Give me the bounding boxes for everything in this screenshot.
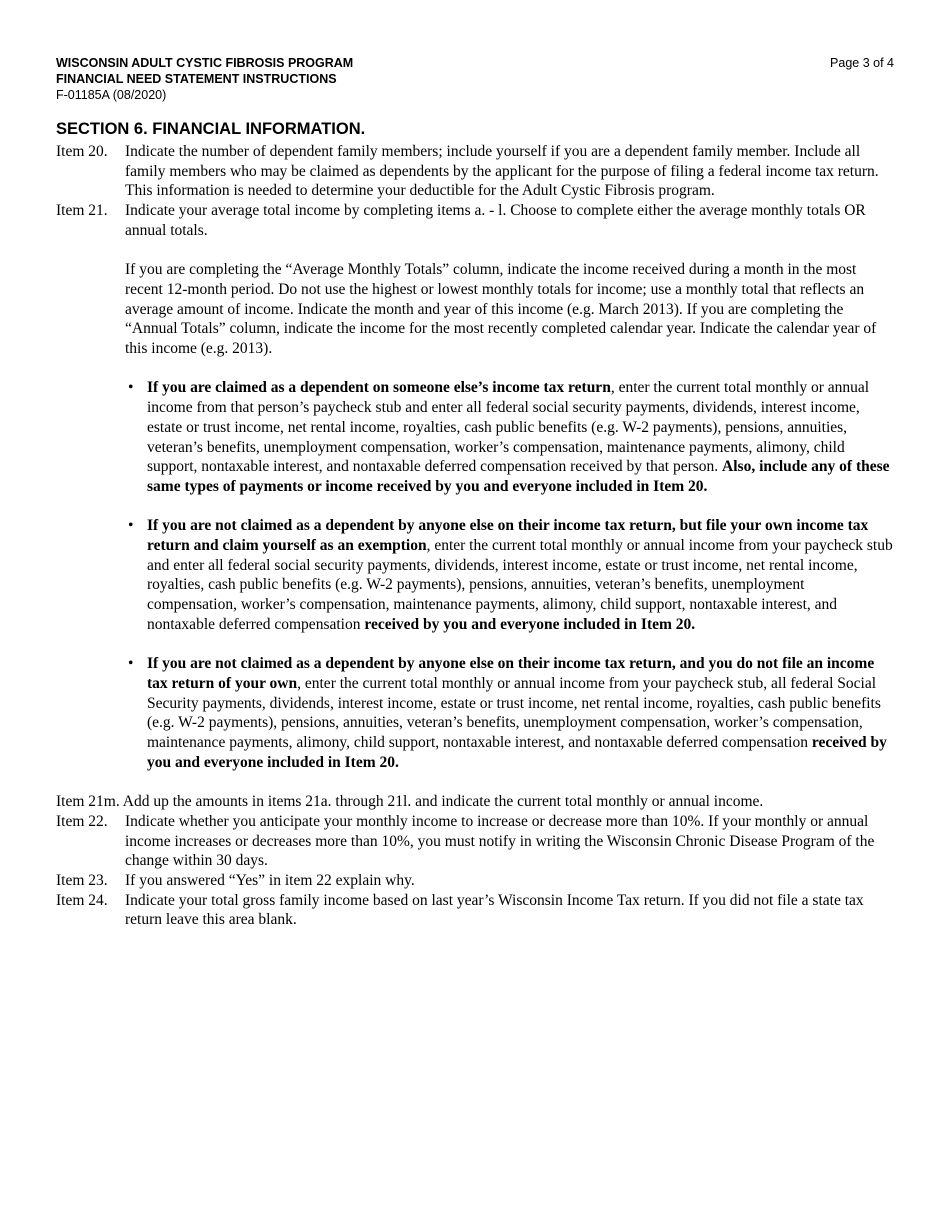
bullet-text: , enter the current total monthly or annual income from your paycheck stub and enter all federal social security payments, dividends, interest income, estate or trust income, net rental income, royalties, cash public benefits (e.g. W-2 payments), pensions, annuities, veteran’s benefits, unemployment compensation, worker’s compensation, maintenance payments, alimony, child support, nontaxable interest, and nontaxable deferred compensation (147, 537, 893, 633)
item-21m (56, 792, 896, 812)
item-20 (56, 142, 896, 201)
form-header (56, 55, 894, 103)
bullet-lead: If you are not claimed as a dependent by anyone else on their income tax return, and you do not file an income tax return of your own (147, 655, 875, 692)
page-number: Page 3 of 4 (830, 56, 894, 70)
bullet-tail: Also, include any of these same types of payments or income received by you and everyone included in Item 20. (147, 458, 890, 495)
item-label: Item 22. (56, 812, 108, 830)
item-text: Indicate the number of dependent family members; include yourself if you are a dependent family member. Include all family members who may be claimed as dependents by the applicant for the purpose of filing a federal income tax return. This information is needed to determine your deductible for the Adult Cystic Fibrosis program. (125, 143, 879, 200)
item-text: Indicate your average total income by completing items a. - l. Choose to complete either the average monthly totals OR annual totals. (125, 202, 866, 239)
bullet-lead: If you are claimed as a dependent on someone else’s income tax return (147, 379, 611, 397)
bullet-text: , enter the current total monthly or annual income from your paycheck stub, all federal Social Security payments, dividends, interest income, estate or trust income, net rental income, royalties, cash public benefits (e.g. W-2 payments), pensions, annuities, veteran’s benefits, unemployment compensation, worker’s compensation, maintenance payments, alimony, child support, nontaxable interest, and nontaxable deferred compensation (147, 674, 881, 752)
item-text: Indicate your total gross family income based on last year’s Wisconsin Income Tax return. If you did not file a state tax return leave this area blank. (125, 891, 864, 929)
item-24 (56, 891, 896, 930)
bullet-tail: received by you and everyone included in Item 20. (364, 615, 696, 633)
bullet-text: , enter the current total monthly or annual income from that person’s paycheck stub and enter all federal social security payments, dividends, interest income, estate or trust income, net rental income, royalties, cash public benefits (e.g. W-2 payments), pensions, annuities, veteran’s benefits, unemployment compensation, worker’s compensation, maintenance payments, alimony, child support, nontaxable interest, and nontaxable deferred compensation received by that person. (147, 379, 870, 476)
bullet-item (125, 378, 896, 496)
form-title: FINANCIAL NEED STATEMENT INSTRUCTIONS (56, 72, 337, 86)
bullet-icon: • (128, 379, 134, 397)
bullet-icon: • (128, 517, 134, 535)
item-label: Item 23. (56, 871, 108, 889)
item-23 (56, 871, 896, 891)
instructions-body (56, 142, 896, 930)
item-label: Item 24. (56, 891, 108, 909)
bullet-item (125, 654, 896, 772)
form-number: F-01185A (08/2020) (56, 88, 167, 102)
item-paragraph: If you are completing the “Average Monthly Totals” column, indicate the income received during a month in the most recent 12-month period. Do not use the highest or lowest monthly totals for income; use a monthly total that reflects an average amount of income. Indicate the month and year of this income (e.g. March 2013). If you are completing the “Annual Totals” column, indicate the income for the most recently completed calendar year. Indicate the calendar year of this income (e.g. 2013). (125, 261, 877, 358)
item-21 (56, 201, 896, 359)
bullet-icon: • (128, 655, 134, 673)
section-title: SECTION 6. FINANCIAL INFORMATION. (56, 120, 366, 138)
program-title: WISCONSIN ADULT CYSTIC FIBROSIS PROGRAM (56, 56, 354, 70)
item-label: Item 20. (56, 143, 108, 160)
item-text: Add up the amounts in items 21a. through 21l. and indicate the current total monthly or annual income. (122, 793, 764, 811)
item-text: Indicate whether you anticipate your monthly income to increase or decrease more than 10%. If your monthly or annual income increases or decreases more than 10%, you must notify in writing the Wisconsin Chronic Disease Program of the change within 30 days. (125, 812, 875, 870)
bullet-item (125, 516, 896, 634)
bullet-tail: received by you and everyone included in Item 20. (147, 734, 887, 771)
item-label: Item 21. (56, 202, 108, 220)
item-label: Item 21m. (56, 793, 120, 811)
income-bullet-list (56, 378, 896, 772)
item-text: If you answered “Yes” in item 22 explain why. (125, 871, 415, 889)
item-22 (56, 812, 896, 871)
bullet-lead: If you are not claimed as a dependent by anyone else on their income tax return, but file your own income tax return and claim yourself as an exemption (147, 517, 869, 555)
